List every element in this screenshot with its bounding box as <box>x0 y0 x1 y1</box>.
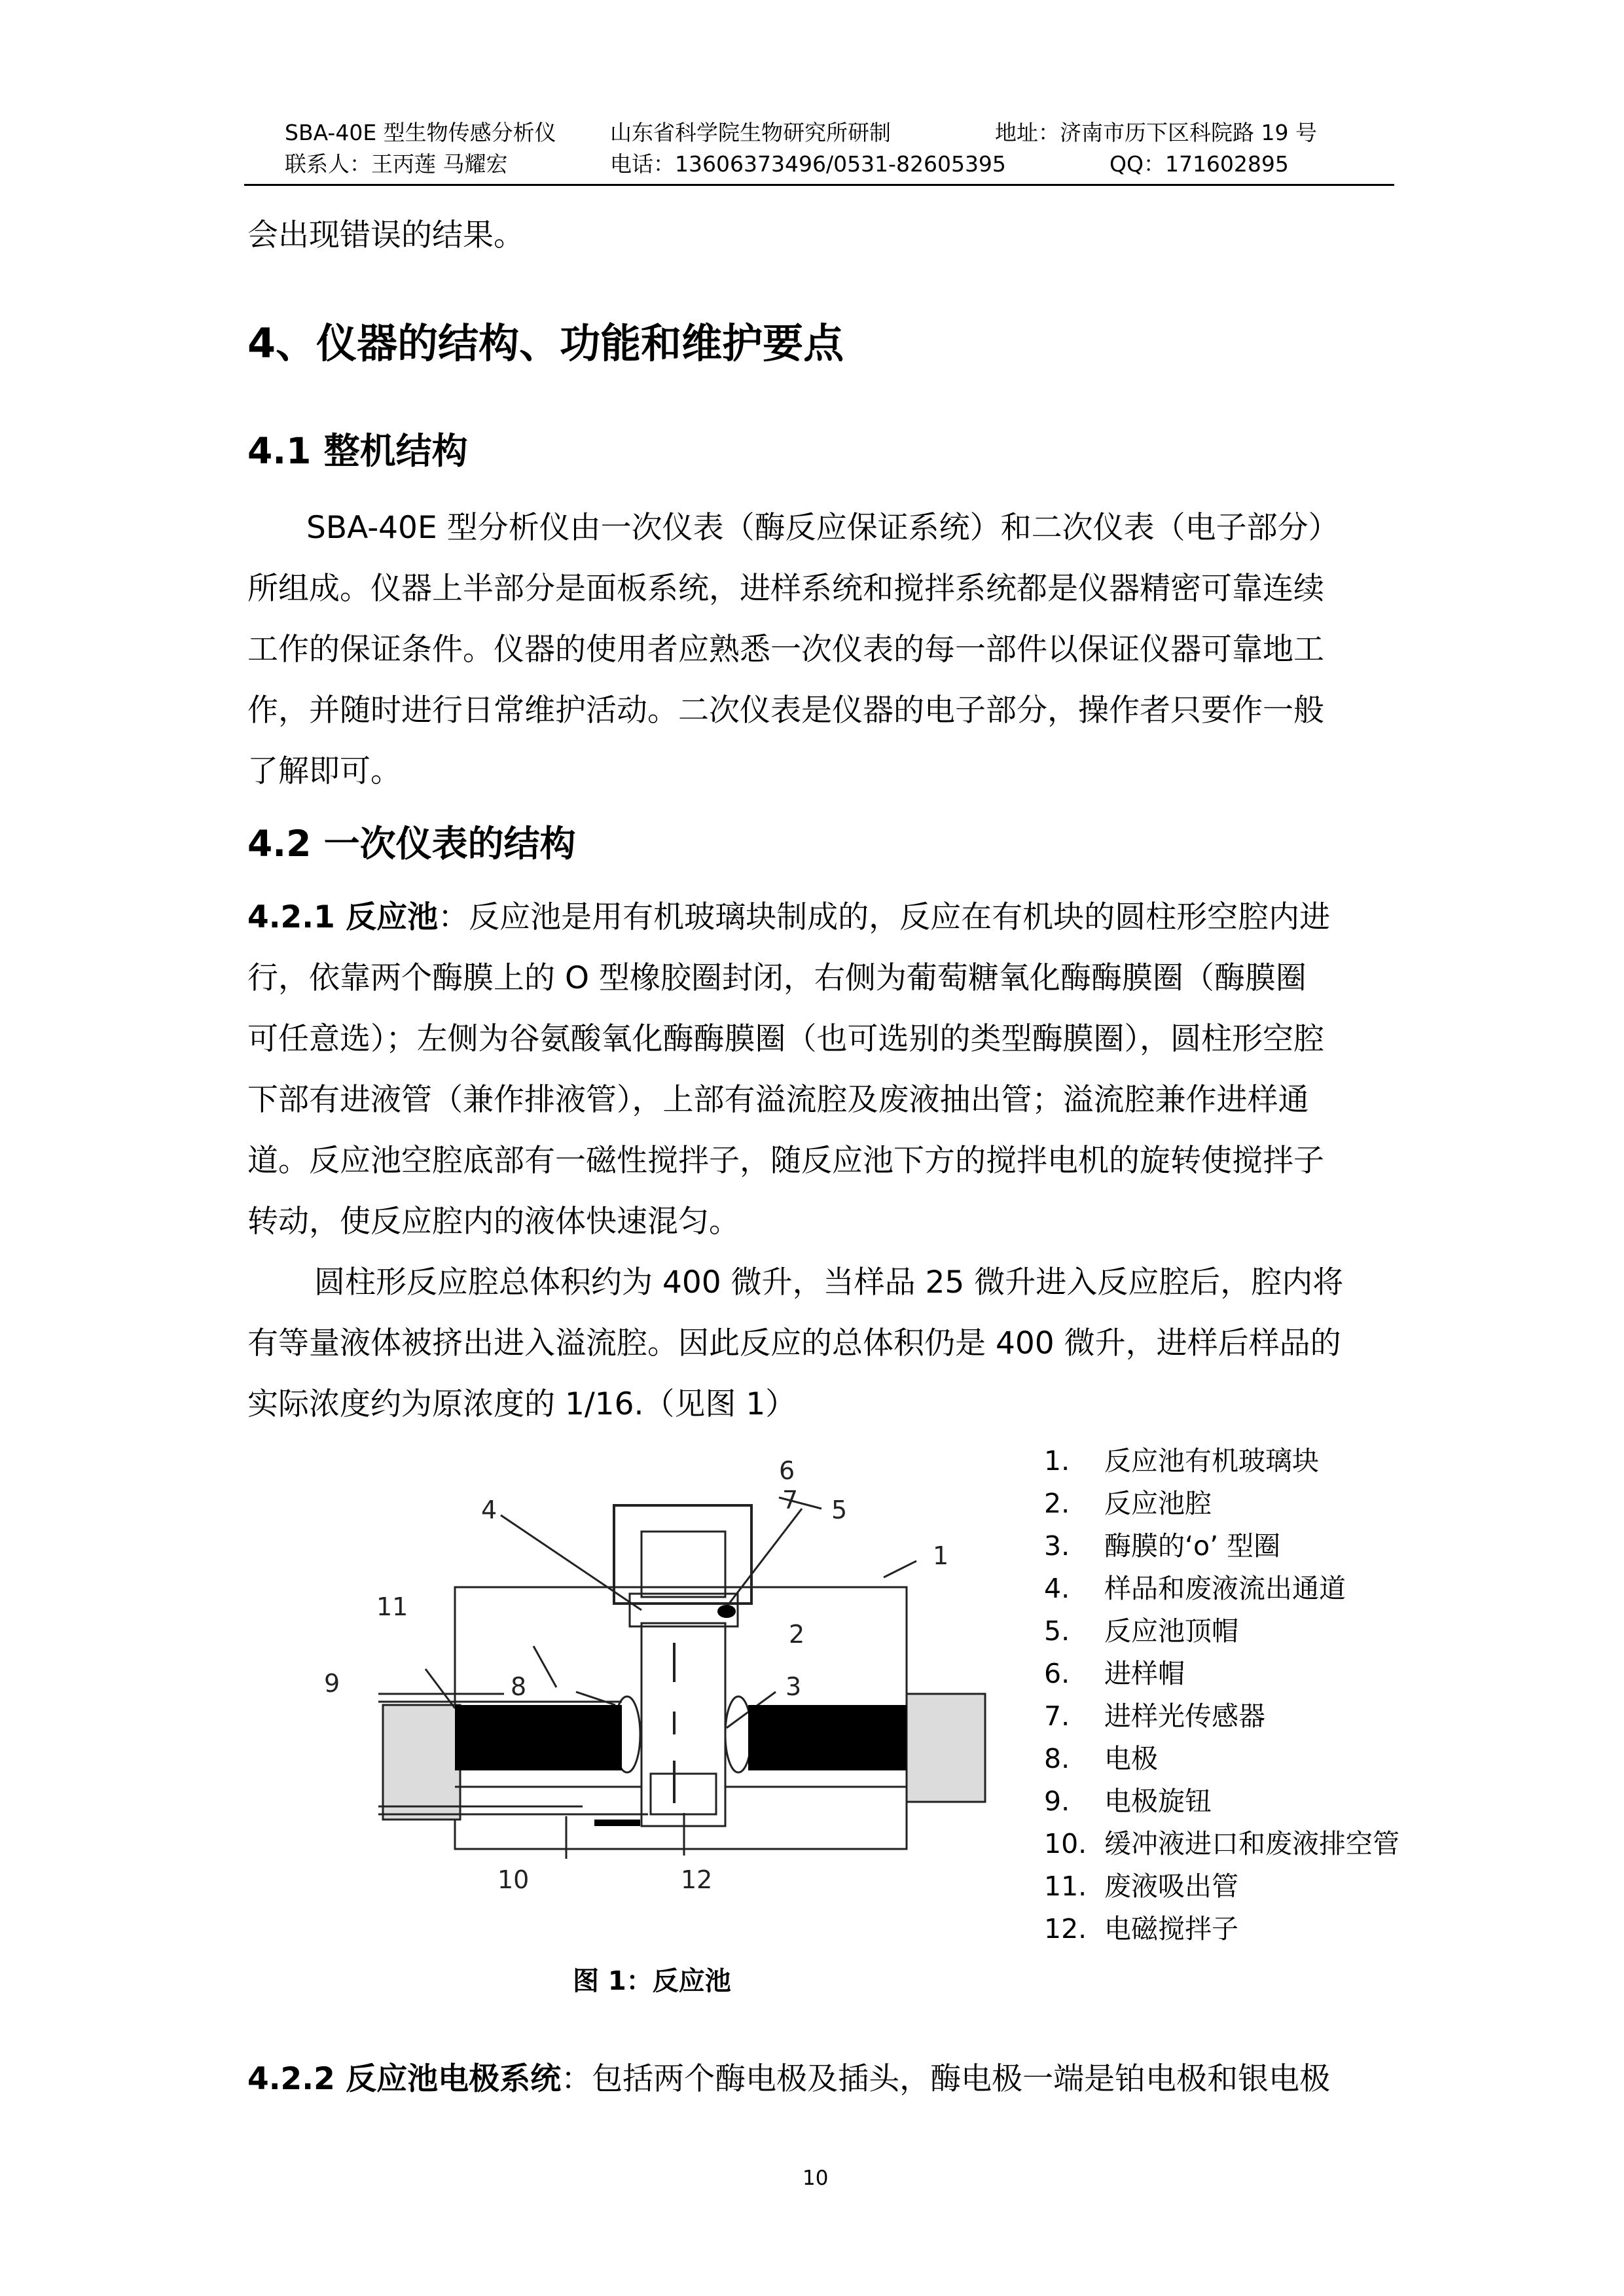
s41-line-5: 了解即可。 <box>247 753 401 789</box>
s421-label: 4.2.1 反应池 <box>247 899 439 935</box>
sample-cap <box>614 1505 751 1604</box>
electrode-left <box>455 1705 622 1770</box>
legend-item: 4. 样品和废液流出通道 <box>1044 1573 1346 1604</box>
header-address: 地址：济南市历下区科院路 19 号 <box>995 120 1317 145</box>
legend-item: 7. 进样光传感器 <box>1044 1700 1265 1732</box>
s421-first-line: ：反应池是用有机玻璃块制成的，反应在有机块的圆柱形空腔内进 <box>438 899 1331 935</box>
header-institute: 山东省科学院生物研究所研制 <box>610 120 891 145</box>
header-product: SBA-40E 型生物传感分析仪 <box>285 120 556 145</box>
legend-item: 5. 反应池顶帽 <box>1044 1615 1238 1647</box>
electrode-knob-right <box>907 1694 985 1802</box>
s421-line-1 <box>247 887 1330 948</box>
figure-label-8: 8 <box>511 1672 527 1701</box>
s421-p2-line-3: 实际浓度约为原浓度的 1/16.（见图 1） <box>247 1386 797 1422</box>
electrode-knob-left <box>383 1705 460 1820</box>
figure-caption: 图 1：反应池 <box>573 1966 731 1996</box>
s422-label: 4.2.2 反应池电极系统 <box>247 2061 562 2097</box>
legend-item: 2. 反应池腔 <box>1044 1488 1212 1519</box>
section-4-2-title: 4.2 一次仪表的结构 <box>247 823 576 865</box>
legend-item: 10. 缓冲液进口和废液排空管 <box>1044 1828 1399 1859</box>
s422-line-1 <box>247 2049 1330 2109</box>
s41-line-2: 所组成。仪器上半部分是面板系统，进样系统和搅拌系统都是仪器精密可靠连续 <box>247 571 1324 607</box>
s422-first-line: ：包括两个酶电极及插头，酶电极一端是铂电极和银电极 <box>561 2061 1331 2097</box>
figure-label-2: 2 <box>789 1620 805 1649</box>
header-contact: 联系人：王丙莲 马耀宏 <box>285 151 508 177</box>
s421-line-4: 下部有进液管（兼作排液管），上部有溢流腔及废液抽出管；溢流腔兼作进样通 <box>247 1082 1309 1118</box>
electrode-right <box>748 1705 907 1770</box>
continuation-text: 会出现错误的结果。 <box>247 217 524 253</box>
s41-line-1: SBA-40E 型分析仪由一次仪表（酶反应保证系统）和二次仪表（电子部分） <box>306 510 1339 546</box>
s421-line-6: 转动，使反应腔内的液体快速混匀。 <box>247 1204 740 1240</box>
header-phone: 电话：13606373496/0531-82605395 <box>610 151 1006 177</box>
legend-item: 11. 废液吸出管 <box>1044 1871 1238 1902</box>
legend-item: 6. 进样帽 <box>1044 1658 1185 1689</box>
section-4-title: 4、仪器的结构、功能和维护要点 <box>247 319 844 367</box>
figure-label-3: 3 <box>785 1672 802 1701</box>
s421-p2-line-2: 有等量液体被挤出进入溢流腔。因此反应的总体积仍是 400 微升，进样后样品的 <box>247 1325 1341 1361</box>
s41-line-4: 作，并随时进行日常维护活动。二次仪表是仪器的电子部分，操作者只要作一般 <box>247 692 1324 728</box>
legend-item: 1. 反应池有机玻璃块 <box>1044 1445 1319 1477</box>
s421-line-2: 行，依靠两个酶膜上的 O 型橡胶圈封闭，右侧为葡萄糖氧化酶酶膜圈（酶膜圈 <box>247 960 1307 996</box>
legend-item: 8. 电极 <box>1044 1743 1158 1774</box>
figure-legend <box>1044 1440 1399 1950</box>
figure-label-11: 11 <box>376 1592 408 1621</box>
figure-label-4: 4 <box>481 1496 497 1524</box>
section-4-1-title: 4.1 整机结构 <box>247 430 468 472</box>
s421-line-3: 可任意选）；左侧为谷氨酸氧化酶酶膜圈（也可选别的类型酶膜圈），圆柱形空腔 <box>247 1021 1324 1057</box>
figure-label-12: 12 <box>681 1865 713 1894</box>
figure-label-10: 10 <box>497 1865 530 1894</box>
figure-label-7: 7 <box>782 1486 799 1515</box>
figure-label-1: 1 <box>933 1541 949 1570</box>
header-rule <box>244 184 1394 186</box>
figure-label-9: 9 <box>324 1669 340 1698</box>
legend-item: 3. 酶膜的‘o’ 型圈 <box>1044 1530 1281 1562</box>
s421-p2-line-1: 圆柱形反应腔总体积约为 400 微升，当样品 25 微升进入反应腔后，腔内将 <box>314 1265 1344 1300</box>
figure-label-6: 6 <box>779 1456 795 1485</box>
legend-item: 12. 电磁搅拌子 <box>1044 1913 1238 1945</box>
s41-line-3: 工作的保证条件。仪器的使用者应熟悉一次仪表的每一部件以保证仪器可靠地工 <box>247 632 1324 668</box>
header-qq: QQ：171602895 <box>1110 151 1289 177</box>
page-number: 10 <box>803 2166 829 2190</box>
figure-label-5: 5 <box>831 1496 848 1524</box>
reaction-chamber <box>641 1623 725 1826</box>
reaction-cell-figure <box>308 1446 1015 1944</box>
s421-line-5: 道。反应池空腔底部有一磁性搅拌子，随反应池下方的搅拌电机的旋转使搅拌子 <box>247 1143 1324 1179</box>
legend-item: 9. 电极旋钮 <box>1044 1785 1212 1817</box>
